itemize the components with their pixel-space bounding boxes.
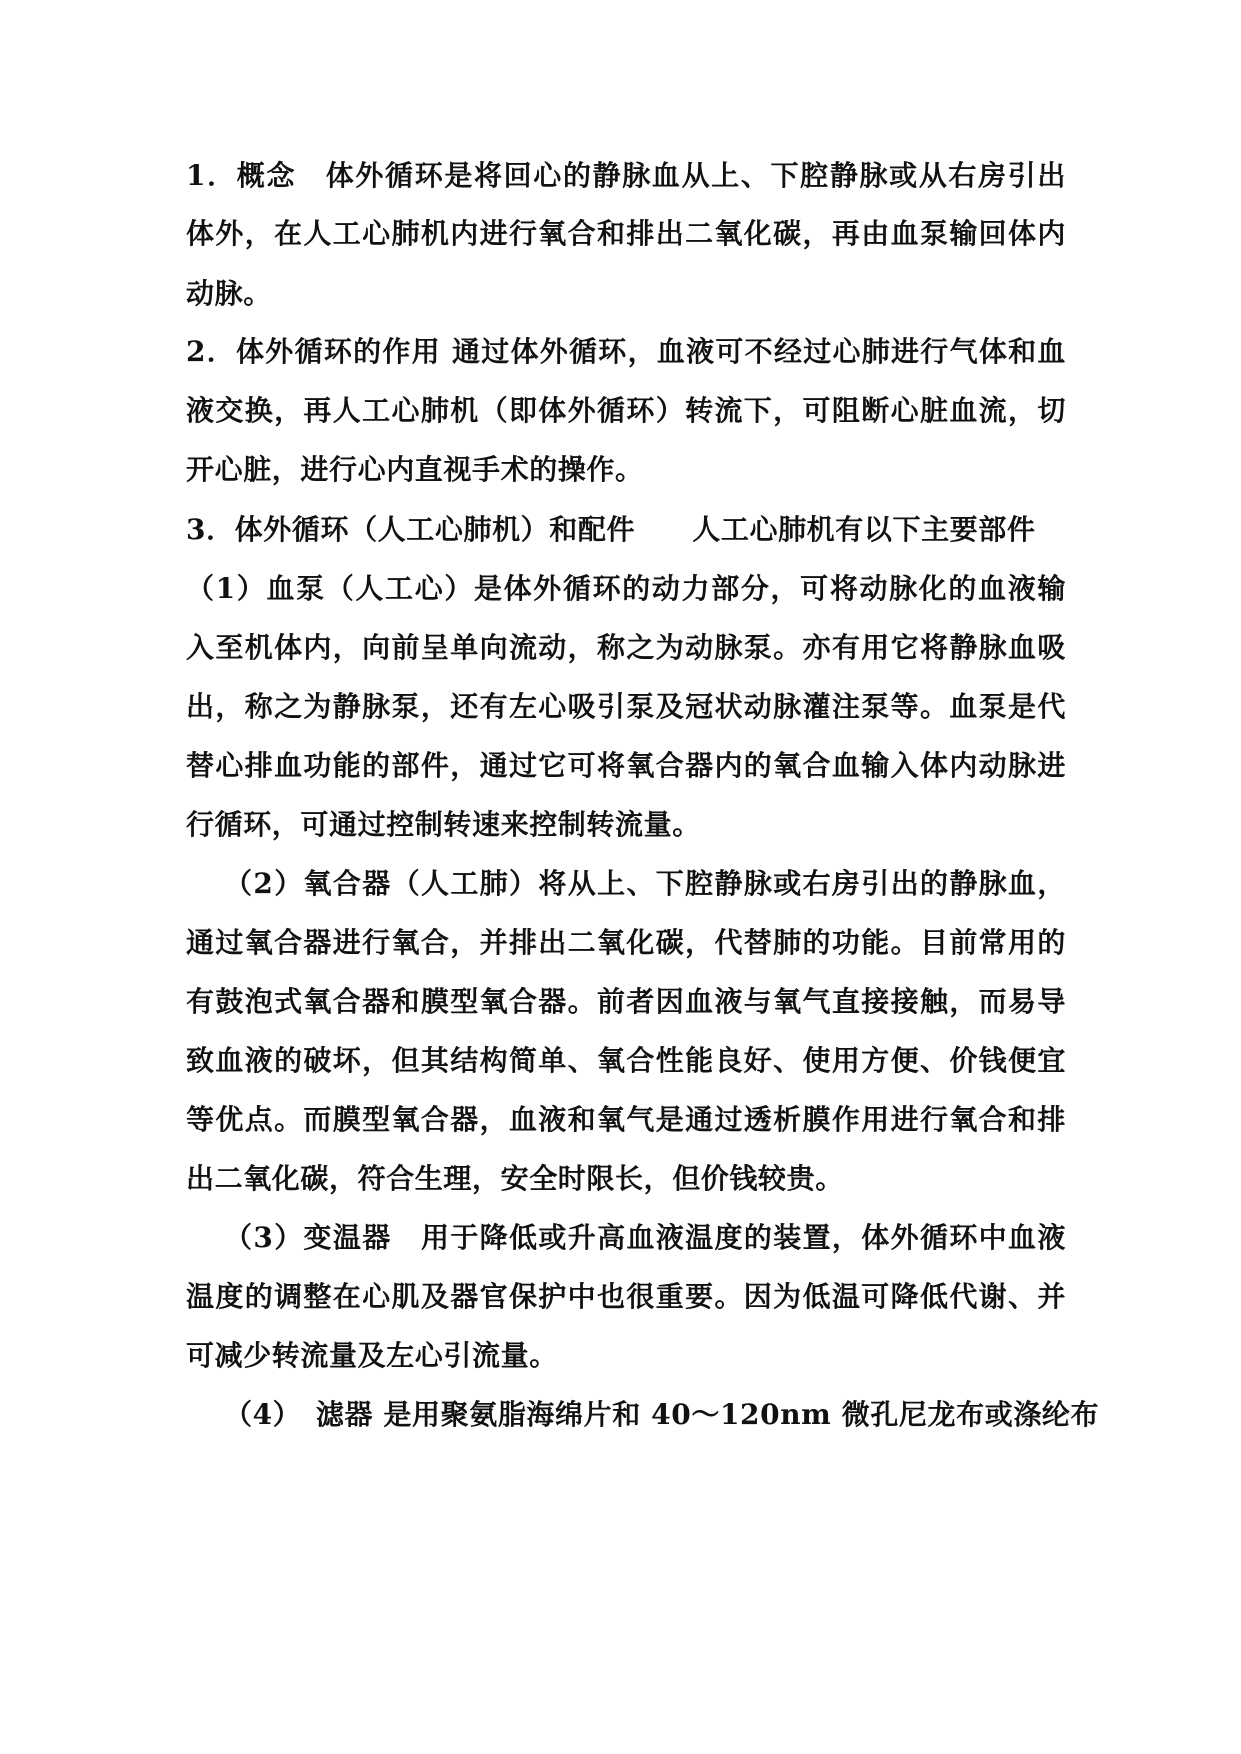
text-line: 出二氧化碳，符合生理，安全时限长，但价钱较贵。 (186, 1162, 844, 1195)
text-line: 2．体外循环的作用 通过体外循环，血液可不经过心肺进行气体和血 (186, 335, 1066, 368)
text-line: 致血液的破坏，但其结构简单、氧合性能良好、使用方便、价钱便宜 (186, 1044, 1066, 1077)
text-line: （2）氧合器（人工肺）将从上、下腔静脉或右房引出的静脉血， (224, 867, 1066, 900)
text-line: 3．体外循环（人工心肺机）和配件 人工心肺机有以下主要部件 (186, 513, 1036, 546)
text-line: 可减少转流量及左心引流量。 (186, 1339, 558, 1372)
text-line: 替心排血功能的部件，通过它可将氧合器内的氧合血输入体内动脉进 (186, 749, 1066, 782)
text-line: 通过氧合器进行氧合，并排出二氧化碳，代替肺的功能。目前常用的 (186, 926, 1066, 959)
text-line: 等优点。而膜型氧合器，血液和氧气是通过透析膜作用进行氧合和排 (186, 1103, 1066, 1136)
text-line: 入至机体内，向前呈单向流动，称之为动脉泵。亦有用它将静脉血吸 (186, 631, 1066, 664)
text-line: （3）变温器 用于降低或升高血液温度的装置，体外循环中血液 (224, 1221, 1066, 1254)
text-line: 温度的调整在心肌及器官保护中也很重要。因为低温可降低代谢、并 (186, 1280, 1066, 1313)
text-line: 开心脏，进行心内直视手术的操作。 (186, 453, 644, 486)
text-line: 动脉。 (186, 277, 272, 310)
text-line: 出，称之为静脉泵，还有左心吸引泵及冠状动脉灌注泵等。血泵是代 (186, 690, 1066, 723)
text-line: 行循环，可通过控制转速来控制转流量。 (186, 808, 701, 841)
text-line: 液交换，再人工心肺机（即体外循环）转流下，可阻断心脏血流，切 (186, 394, 1066, 427)
text-line: 体外，在人工心肺机内进行氧合和排出二氧化碳，再由血泵输回体内 (186, 217, 1066, 250)
text-line: 1．概念 体外循环是将回心的静脉血从上、下腔静脉或从右房引出 (186, 159, 1066, 192)
text-line: 有鼓泡式氧合器和膜型氧合器。前者因血液与氧气直接接触，而易导 (186, 985, 1066, 1018)
text-line: （4） 滤器 是用聚氨脂海绵片和 40～120nm 微孔尼龙布或涤纶布 (224, 1398, 1100, 1431)
text-line: （1）血泵（人工心）是体外循环的动力部分，可将动脉化的血液输 (186, 572, 1066, 605)
